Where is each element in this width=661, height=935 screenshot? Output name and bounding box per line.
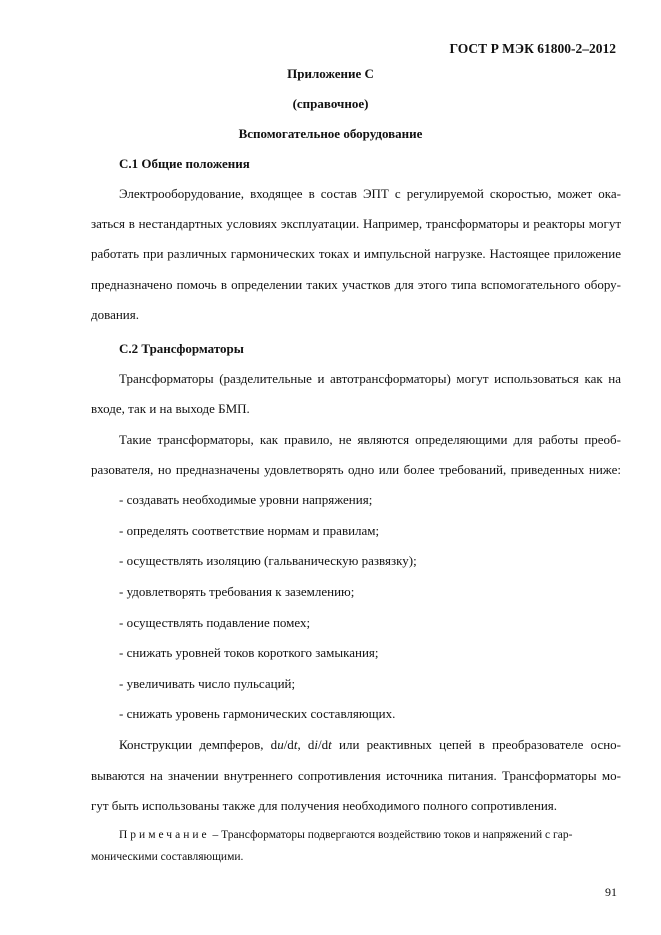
s2-p1-line-1: Трансформаторы (разделительные и автотрансформаторы) могут использоваться как на (119, 371, 621, 386)
note-line-1 (119, 829, 572, 841)
separator: , d (297, 737, 315, 752)
standard-header: ГОСТ Р МЭК 61800-2–2012 (449, 41, 616, 56)
du-variable: u (277, 737, 284, 752)
p3-text-end: или реактивных цепей в преобразователе осно- (331, 737, 621, 752)
appendix-status: (справочное) (292, 96, 369, 111)
section-1-heading: С.1 Общие положения (119, 156, 250, 171)
s1-line-2: заться в нестандартных условиях эксплуатации. Например, трансформаторы и реакторы могут (91, 216, 621, 231)
section-2-heading: С.2 Трансформаторы (119, 341, 244, 356)
note-text: – Трансформаторы подвергаются воздействию токов и напряжений с гар- (209, 829, 573, 841)
bullet-item: - снижать уровень гармонических составляющих. (119, 706, 396, 721)
s1-line-4: предназначено помочь в определении таких участков для этого типа вспомогательного обору- (91, 277, 621, 292)
note-line-2: моническими составляющими. (91, 851, 244, 863)
appendix-title: Приложение С (287, 66, 374, 81)
bullet-item: - создавать необходимые уровни напряжения; (119, 492, 373, 507)
s2-p2-line-2: разователя, но предназначены удовлетворять одно или более требований, приведенных ниже: (91, 462, 621, 477)
bullet-item: - увеличивать число пульсаций; (119, 676, 296, 691)
s2-p3-line-1 (119, 737, 621, 753)
s1-line-1: Электрооборудование, входящее в состав ЭПТ с регулируемой скоростью, может ока- (119, 186, 621, 201)
slash-d: /d (283, 737, 294, 752)
t-variable: t (328, 737, 332, 752)
bullet-item: - осуществлять изоляцию (гальваническую развязку); (119, 553, 417, 568)
s2-p2-line-1: Такие трансформаторы, как правило, не являются определяющими для работы преоб- (119, 432, 621, 447)
bullet-item: - определять соответствие нормам и правилам; (119, 523, 380, 538)
s1-line-5: дования. (91, 307, 139, 322)
p3-text-start: Конструкции демпферов, d (119, 737, 278, 752)
page-number: 91 (605, 885, 617, 899)
s2-p1-line-2: входе, так и на выходе БМП. (91, 401, 250, 416)
s2-p3-line-2: вываются на значении внутреннего сопротивления источника питания. Трансформаторы мо- (91, 768, 621, 783)
bullet-item: - осуществлять подавление помех; (119, 615, 311, 630)
slash-d: /d (318, 737, 329, 752)
bullet-item: - удовлетворять требования к заземлению; (119, 584, 355, 599)
t-variable: t (293, 737, 298, 752)
di-variable: i (314, 737, 319, 752)
s1-line-3: работать при различных гармонических токах и импульсной нагрузке. Настоящее приложение (91, 246, 621, 261)
appendix-name: Вспомогательное оборудование (238, 126, 423, 141)
bullet-item: - снижать уровней токов короткого замыкания; (119, 645, 379, 660)
s2-p3-line-3: гут быть использованы также для получения необходимого полного сопротивления. (91, 798, 558, 813)
note-label: Примечание (119, 829, 210, 841)
